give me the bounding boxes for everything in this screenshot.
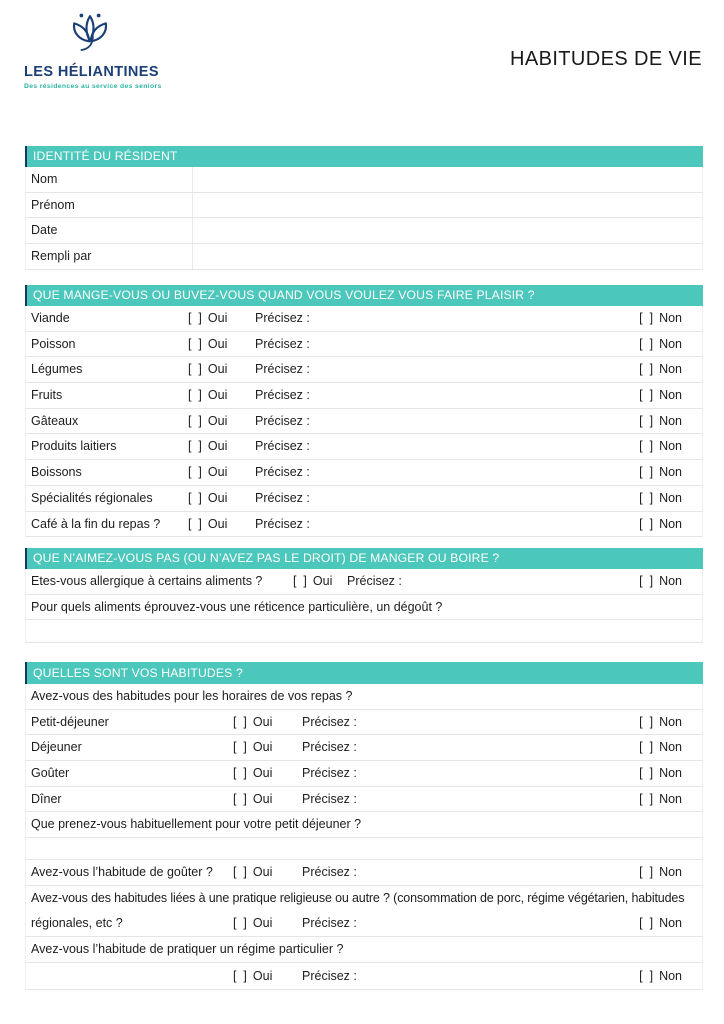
non-label: Non: [659, 740, 682, 755]
field-label-prenom: Prénom: [26, 193, 193, 218]
oui-label: Oui: [207, 413, 228, 428]
non-label: Non: [659, 714, 682, 729]
brand-name: LES HÉLIANTINES: [24, 64, 159, 80]
non-label: Non: [659, 490, 682, 505]
allergy-question-label: Etes-vous allergique à certains aliments ?: [31, 574, 263, 588]
religion-question-line2: régionales, etc ?: [31, 915, 123, 930]
precisez-label: Précisez :: [302, 968, 357, 983]
meal-label: Goûter: [31, 766, 70, 781]
precisez-label: Précisez :: [255, 413, 310, 428]
food-row-poisson: [26, 332, 702, 358]
oui-label: Oui: [252, 791, 273, 806]
breakfast-question-label: Que prenez-vous habituellement pour votre petit déjeuner ?: [31, 817, 362, 832]
oui-label: Oui: [252, 915, 273, 930]
oui-checkbox[interactable]: [ ]: [233, 915, 247, 930]
food-label: Gâteaux: [31, 413, 79, 428]
reticence-question-row: [26, 595, 702, 621]
non-label: Non: [659, 791, 682, 806]
non-label: Non: [659, 865, 682, 880]
food-label: Produits laitiers: [31, 439, 117, 454]
section-header-habits: QUELLES SONT VOS HABITUDES ?: [25, 662, 703, 684]
non-label: Non: [659, 968, 682, 983]
non-checkbox[interactable]: [ ]: [639, 714, 654, 729]
field-label-rempli-par: Rempli par: [26, 244, 193, 269]
brand-tagline: Des résidences au service des seniors: [24, 83, 162, 90]
meal-row-gouter: [26, 761, 702, 787]
non-checkbox[interactable]: [ ]: [639, 490, 654, 505]
non-label: Non: [659, 439, 682, 454]
dislikes-table: [25, 548, 703, 643]
oui-checkbox[interactable]: [ ]: [233, 968, 247, 983]
non-label: Non: [659, 465, 682, 480]
food-label: Poisson: [31, 336, 76, 351]
oui-checkbox[interactable]: [ ]: [188, 388, 202, 403]
precisez-label: Précisez :: [347, 574, 402, 588]
precisez-label: Précisez :: [255, 388, 310, 403]
oui-label: Oui: [207, 388, 228, 403]
oui-label: Oui: [252, 740, 273, 755]
oui-label: Oui: [252, 714, 273, 729]
oui-checkbox[interactable]: [ ]: [188, 439, 202, 454]
oui-label: Oui: [207, 336, 228, 351]
meal-label: Petit-déjeuner: [31, 714, 109, 729]
non-checkbox[interactable]: [ ]: [639, 968, 654, 983]
non-checkbox[interactable]: [ ]: [639, 915, 654, 930]
food-row-cafe: [26, 512, 702, 538]
identity-row-date: [26, 218, 702, 244]
non-label: Non: [659, 413, 682, 428]
meal-label: Déjeuner: [31, 740, 82, 755]
precisez-label: Précisez :: [302, 865, 357, 880]
oui-checkbox[interactable]: [ ]: [233, 865, 247, 880]
non-label: Non: [659, 362, 682, 377]
oui-label: Oui: [207, 439, 228, 454]
oui-checkbox[interactable]: [ ]: [188, 362, 202, 377]
brand-logo: [24, 6, 162, 90]
gouter-habit-question-label: Avez-vous l’habitude de goûter ?: [31, 865, 213, 880]
oui-checkbox[interactable]: [ ]: [188, 490, 202, 505]
oui-checkbox[interactable]: [ ]: [233, 740, 247, 755]
blank-answer-row[interactable]: [26, 620, 702, 643]
food-label: Spécialités régionales: [31, 490, 153, 505]
rempli-par-input-area[interactable]: [193, 244, 702, 269]
oui-label: Oui: [207, 490, 228, 505]
oui-checkbox[interactable]: [ ]: [188, 465, 202, 480]
breakfast-question-row: [26, 812, 702, 838]
precisez-label: Précisez :: [302, 766, 357, 781]
identity-row-rempli-par: [26, 244, 702, 270]
food-row-boissons: [26, 460, 702, 486]
oui-checkbox[interactable]: [ ]: [233, 714, 247, 729]
reticence-question-label: Pour quels aliments éprouvez-vous une réticence particulière, un dégoût ?: [31, 599, 443, 614]
precisez-label: Précisez :: [302, 714, 357, 729]
lotus-flower-icon: [67, 6, 113, 58]
precisez-label: Précisez :: [255, 516, 310, 531]
regime-question-row: [26, 937, 702, 963]
oui-checkbox[interactable]: [ ]: [233, 791, 247, 806]
food-label: Légumes: [31, 362, 83, 377]
non-checkbox[interactable]: [ ]: [639, 439, 654, 454]
meal-row-petit-dejeuner: [26, 710, 702, 736]
non-checkbox[interactable]: [ ]: [639, 865, 654, 880]
meal-label: Dîner: [31, 791, 62, 806]
precisez-label: Précisez :: [255, 362, 310, 377]
non-label: Non: [659, 516, 682, 531]
oui-label: Oui: [252, 865, 273, 880]
religion-question-line2-row: [26, 911, 702, 936]
non-label: Non: [659, 574, 682, 588]
food-row-produits-laitiers: [26, 434, 702, 460]
oui-checkbox[interactable]: [ ]: [188, 516, 202, 531]
precisez-label: Précisez :: [302, 791, 357, 806]
pleasure-foods-table: [25, 285, 703, 537]
oui-checkbox[interactable]: [ ]: [188, 336, 202, 351]
date-input-area[interactable]: [193, 218, 702, 243]
non-checkbox[interactable]: [ ]: [639, 311, 654, 325]
food-row-fruits: [26, 383, 702, 409]
non-checkbox[interactable]: [ ]: [639, 336, 654, 351]
habits-table: [25, 662, 703, 990]
precisez-label: Précisez :: [302, 740, 357, 755]
food-label: Viande: [31, 311, 70, 325]
food-row-viande: [26, 306, 702, 332]
identity-table: [25, 146, 703, 270]
oui-checkbox[interactable]: [ ]: [188, 311, 202, 325]
oui-checkbox[interactable]: [ ]: [233, 766, 247, 781]
non-checkbox[interactable]: [ ]: [639, 766, 654, 781]
oui-label: Oui: [252, 766, 273, 781]
non-checkbox[interactable]: [ ]: [639, 465, 654, 480]
religion-question-row: [26, 886, 702, 937]
precisez-label: Précisez :: [255, 465, 310, 480]
schedule-question-row: [26, 684, 702, 710]
oui-label: Oui: [207, 516, 228, 531]
field-label-nom: Nom: [26, 167, 193, 192]
non-label: Non: [659, 766, 682, 781]
non-checkbox[interactable]: [ ]: [639, 740, 654, 755]
non-label: Non: [659, 311, 682, 325]
non-label: Non: [659, 388, 682, 403]
section-header-pleasure-foods: QUE MANGE-VOUS OU BUVEZ-VOUS QUAND VOUS VOULEZ VOUS FAIRE PLAISIR ?: [25, 285, 703, 306]
oui-checkbox[interactable]: [ ]: [293, 574, 307, 588]
precisez-label: Précisez :: [255, 490, 310, 505]
oui-checkbox[interactable]: [ ]: [188, 413, 202, 428]
gouter-habit-question-row: [26, 860, 702, 886]
non-checkbox[interactable]: [ ]: [639, 791, 654, 806]
identity-row-nom: [26, 167, 702, 193]
food-label: Fruits: [31, 388, 63, 403]
non-checkbox[interactable]: [ ]: [639, 362, 654, 377]
precisez-label: Précisez :: [255, 336, 310, 351]
meal-row-diner: [26, 787, 702, 813]
meal-row-dejeuner: [26, 735, 702, 761]
section-header-identity: IDENTITÉ DU RÉSIDENT: [25, 146, 703, 167]
food-row-specialites: [26, 486, 702, 512]
non-checkbox[interactable]: [ ]: [639, 574, 654, 588]
food-row-legumes: [26, 357, 702, 383]
blank-answer-row[interactable]: [26, 838, 702, 860]
precisez-label: Précisez :: [302, 915, 357, 930]
food-label: Boissons: [31, 465, 82, 480]
oui-label: Oui: [207, 465, 228, 480]
identity-row-prenom: [26, 193, 702, 219]
food-row-gateaux: [26, 409, 702, 435]
precisez-label: Précisez :: [255, 439, 310, 454]
prenom-input-area[interactable]: [193, 193, 702, 218]
non-checkbox[interactable]: [ ]: [639, 413, 654, 428]
non-label: Non: [659, 915, 682, 930]
page-title: HABITUDES DE VIE: [510, 48, 702, 70]
field-label-date: Date: [26, 218, 193, 243]
non-label: Non: [659, 336, 682, 351]
allergy-question-row: [26, 569, 702, 595]
non-checkbox[interactable]: [ ]: [639, 388, 654, 403]
regime-question-label: Avez-vous l’habitude de pratiquer un régime particulier ?: [31, 941, 344, 956]
food-label: Café à la fin du repas ?: [31, 516, 161, 531]
precisez-label: Précisez :: [255, 311, 310, 325]
nom-input-area[interactable]: [193, 167, 702, 192]
regime-answer-row: [26, 963, 702, 990]
oui-label: Oui: [252, 968, 273, 983]
section-header-dislikes: QUE N’AIMEZ-VOUS PAS (OU N’AVEZ PAS LE DROIT) DE MANGER OU BOIRE ?: [25, 548, 703, 569]
oui-label: Oui: [207, 362, 228, 377]
oui-label: Oui: [207, 311, 228, 325]
oui-label: Oui: [312, 574, 333, 588]
schedule-question-label: Avez-vous des habitudes pour les horaires de vos repas ?: [31, 689, 353, 703]
non-checkbox[interactable]: [ ]: [639, 516, 654, 531]
religion-question-line1: Avez-vous des habitudes liées à une pratique religieuse ou autre ? (consommation de porc, régime végétarien, habitudes: [31, 890, 685, 905]
